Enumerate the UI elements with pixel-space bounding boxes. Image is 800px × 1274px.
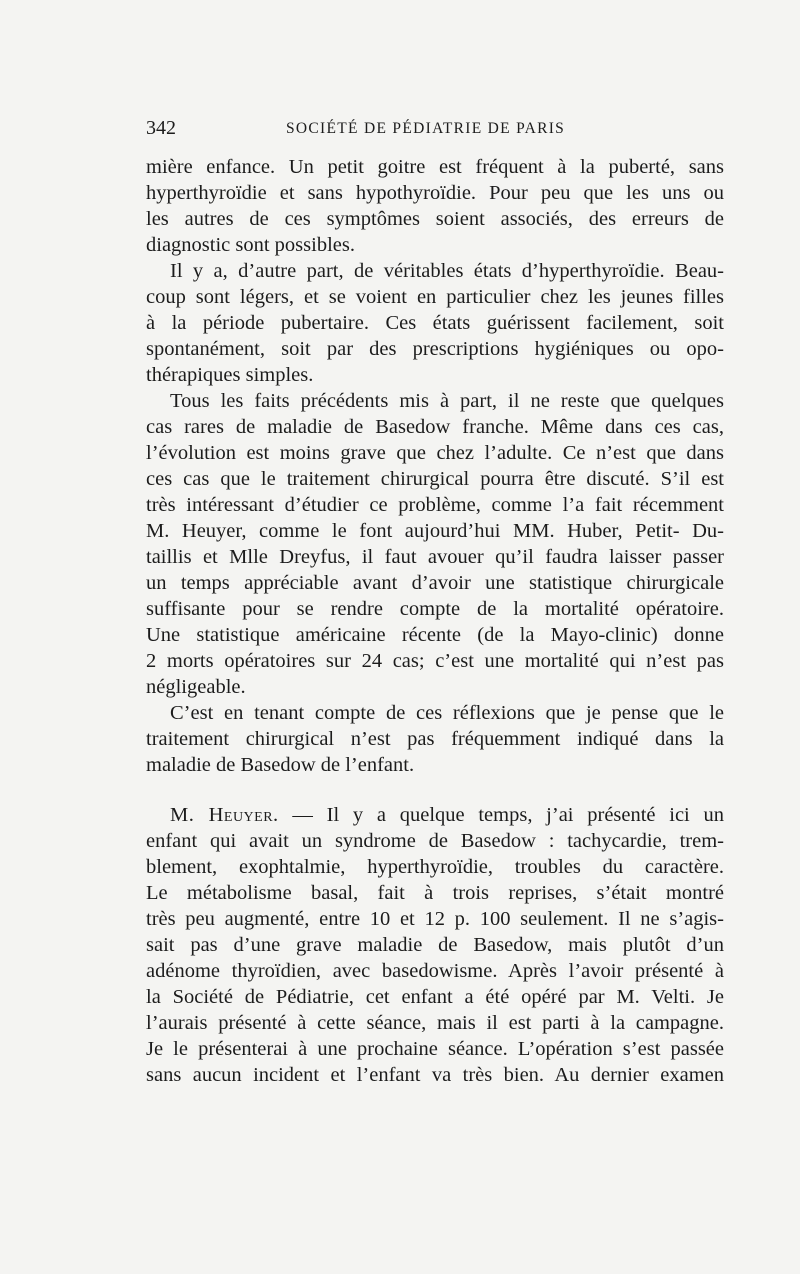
running-header (146, 117, 724, 143)
paragraph (146, 700, 724, 778)
paragraph-spacer (146, 778, 724, 802)
running-title: SOCIÉTÉ DE PÉDIATRIE DE PARIS (286, 120, 566, 137)
text-line: négligeable. (146, 676, 246, 698)
text-line: Il y a, d’autre part, de véritables états d’hyperthyroïdie. Beau- (170, 260, 724, 282)
text-line: taillis et Mlle Dreyfus, il faut avouer qu’il faudra laisser passer (146, 546, 724, 568)
body-text (146, 154, 724, 1088)
text-line: hyperthyroïdie et sans hypothyroïdie. Pour peu que les uns ou (146, 182, 724, 204)
text-line: les autres de ces symptômes soient associés, des erreurs de (146, 208, 724, 230)
text-line: sait pas d’une grave maladie de Basedow, mais plutôt d’un (146, 934, 724, 956)
text-line: C’est en tenant compte de ces réflexions que je pense que le (170, 702, 724, 724)
text-line: l’évolution est moins grave que chez l’adulte. Ce n’est que dans (146, 442, 724, 464)
text-line: mière enfance. Un petit goitre est fréquent à la puberté, sans (146, 156, 724, 178)
text-line: Je le présenterai à une prochaine séance. L’opération s’est passée (146, 1038, 724, 1060)
text-line: coup sont légers, et se voient en particulier chez les jeunes filles (146, 286, 724, 308)
text-line (146, 802, 724, 828)
text-line: suffisante pour se rendre compte de la mortalité opératoire. (146, 598, 724, 620)
speaker-text: — Il y a quelque temps, j’ai présenté ici un (278, 804, 724, 826)
text-line: la Société de Pédiatrie, cet enfant a été opéré par M. Velti. Je (146, 986, 724, 1008)
speaker-name: M. Heuyer. (170, 804, 279, 826)
text-line: 2 morts opératoires sur 24 cas; c’est une mortalité qui n’est pas (146, 650, 724, 672)
text-line: M. Heuyer, comme le font aujourd’hui MM. Huber, Petit- Du- (146, 520, 724, 542)
text-line: ces cas que le traitement chirurgical pourra être discuté. S’il est (146, 468, 724, 490)
text-line: blement, exophtalmie, hyperthyroïdie, troubles du caractère. (146, 856, 724, 878)
text-line: adénome thyroïdien, avec basedowisme. Après l’avoir présenté à (146, 960, 724, 982)
text-line: spontanément, soit par des prescriptions hygiéniques ou opo- (146, 338, 724, 360)
text-line: l’aurais présenté à cette séance, mais il est parti à la campagne. (146, 1012, 724, 1034)
paragraph (146, 154, 724, 258)
text-line: un temps appréciable avant d’avoir une statistique chirurgicale (146, 572, 724, 594)
text-line: sans aucun incident et l’enfant va très bien. Au dernier examen (146, 1064, 724, 1086)
text-line: maladie de Basedow de l’enfant. (146, 754, 415, 776)
text-line: enfant qui avait un syndrome de Basedow : tachycardie, trem- (146, 830, 724, 852)
text-line: Le métabolisme basal, fait à trois reprises, s’était montré (146, 882, 724, 904)
text-line: traitement chirurgical n’est pas fréquemment indiqué dans la (146, 728, 724, 750)
paragraph (146, 388, 724, 700)
text-line: très peu augmenté, entre 10 et 12 p. 100 seulement. Il ne s’agis- (146, 908, 724, 930)
text-line: cas rares de maladie de Basedow franche. Même dans ces cas, (146, 416, 724, 438)
page-number: 342 (146, 117, 176, 139)
paragraph (146, 258, 724, 388)
text-line: Une statistique américaine récente (de la Mayo-clinic) donne (146, 624, 724, 646)
text-line: diagnostic sont possibles. (146, 234, 355, 256)
text-line: très intéressant d’étudier ce problème, comme l’a fait récemment (146, 494, 724, 516)
text-line: thérapiques simples. (146, 364, 314, 386)
paragraph (146, 802, 724, 1088)
text-line: à la période pubertaire. Ces états guérissent facilement, soit (146, 312, 724, 334)
text-line: Tous les faits précédents mis à part, il ne reste que quelques (170, 390, 724, 412)
